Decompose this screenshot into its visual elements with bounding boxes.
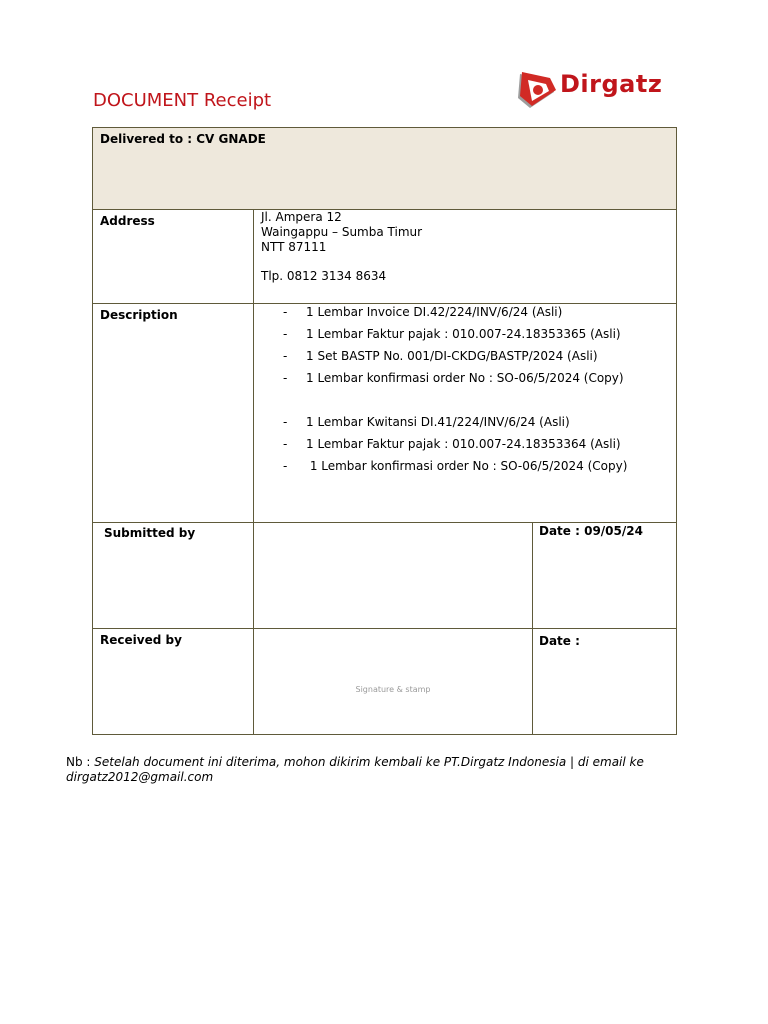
received-row [93, 629, 677, 735]
list-item: - 1 Lembar Kwitansi DI.41/224/INV/6/24 (Asli) [283, 415, 570, 429]
document-title: DOCUMENT Receipt [93, 90, 272, 111]
list-item: - 1 Set BASTP No. 001/DI-CKDG/BASTP/2024 (Asli) [283, 349, 598, 363]
submitted-by-label: Submitted by [104, 526, 196, 540]
description-list [254, 304, 676, 480]
list-item: - 1 Lembar konfirmasi order No : SO-06/5/2024 (Copy) [283, 459, 628, 473]
logo-wordmark: Dirgatz [560, 70, 663, 98]
address-block [254, 210, 676, 284]
received-date: Date : [539, 634, 580, 648]
submitted-date: Date : 09/05/24 [539, 524, 643, 538]
receipt-table [92, 127, 677, 735]
address-line-2: Waingappu – Sumba Timur [261, 225, 423, 239]
list-item: - 1 Lembar Invoice DI.42/224/INV/6/24 (Asli) [283, 305, 563, 319]
note-prefix: Nb : [66, 755, 95, 769]
list-item: - 1 Lembar Faktur pajak : 010.007-24.18353364 (Asli) [283, 437, 621, 451]
address-row [93, 210, 677, 304]
address-line-3: NTT 87111 [261, 240, 327, 254]
footer-note [66, 755, 666, 785]
submitted-signature-cell[interactable] [254, 523, 533, 629]
note-text: Setelah document ini diterima, mohon dikirim kembali ke PT.Dirgatz Indonesia | di email ke dirgatz2012@gmail.com [66, 755, 644, 784]
description-row [93, 304, 677, 523]
address-phone: Tlp. 0812 3134 8634 [261, 269, 387, 283]
received-signature-cell[interactable] [254, 629, 533, 735]
signature-hint: Signature & stamp [355, 685, 431, 694]
list-item: - 1 Lembar konfirmasi order No : SO-06/5/2024 (Copy) [283, 371, 624, 385]
company-logo [516, 68, 676, 110]
address-line-1: Jl. Ampera 12 [261, 210, 342, 224]
delivered-row [93, 128, 677, 210]
address-label: Address [100, 214, 155, 228]
received-by-label: Received by [100, 633, 182, 647]
delivered-to: Delivered to : CV GNADE [100, 132, 266, 146]
submitted-row [93, 523, 677, 629]
description-label: Description [100, 308, 178, 322]
logo-mark-icon [516, 68, 558, 110]
list-item: - 1 Lembar Faktur pajak : 010.007-24.18353365 (Asli) [283, 327, 621, 341]
